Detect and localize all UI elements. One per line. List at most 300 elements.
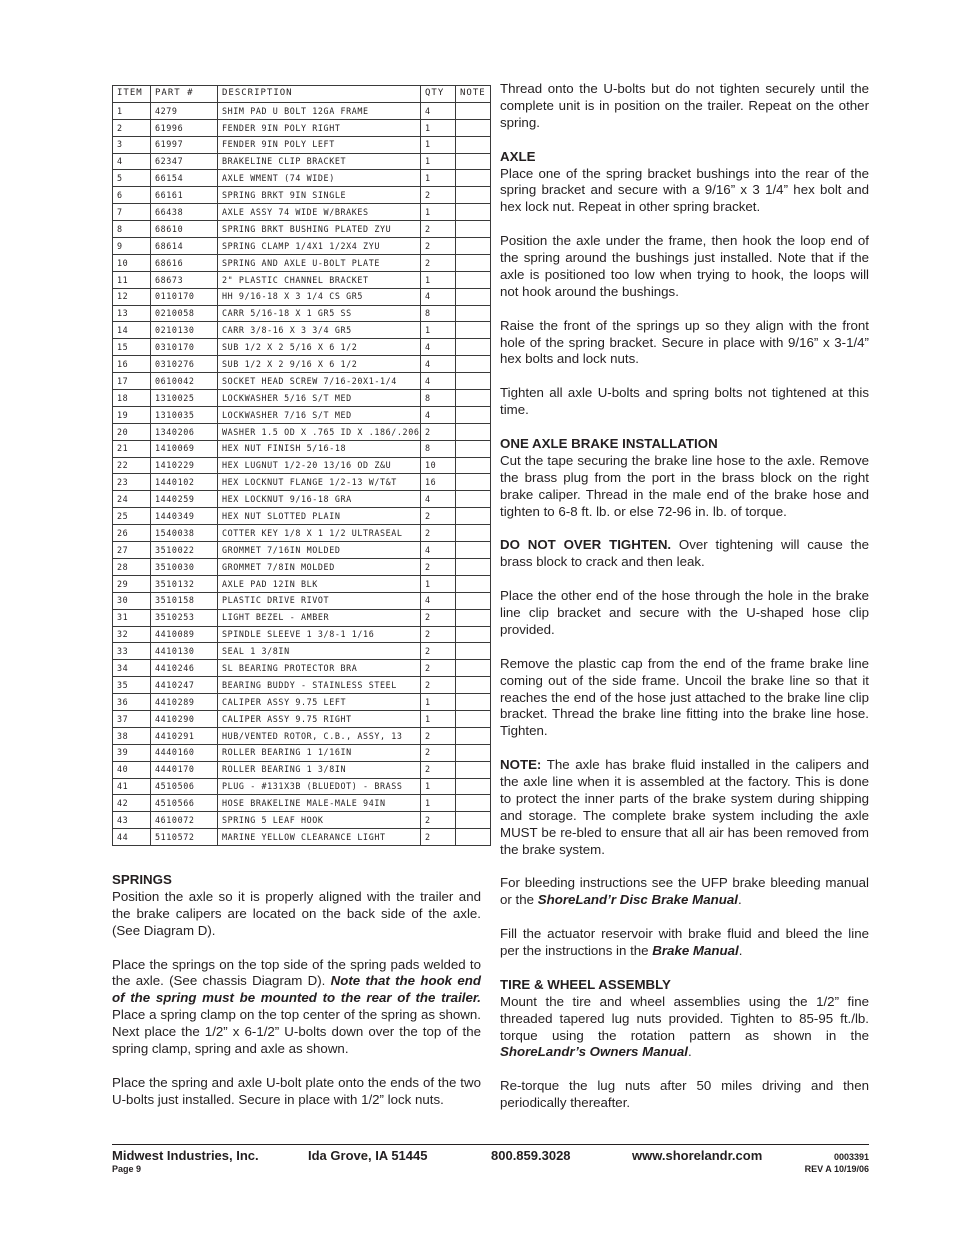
cell-part-number: 68616 xyxy=(151,254,218,271)
cell-description: LOCKWASHER 7/16 S/T MED xyxy=(218,406,421,423)
table-row xyxy=(113,558,491,575)
bleeding-paragraph xyxy=(500,875,869,909)
cell-qty: 2 xyxy=(421,812,456,829)
cell-note xyxy=(456,204,491,221)
cell-description: AXLE WMENT (74 WIDE) xyxy=(218,170,421,187)
cell-description: COTTER KEY 1/8 X 1 1/2 ULTRASEAL xyxy=(218,525,421,542)
cell-part-number: 4410291 xyxy=(151,727,218,744)
brake-paragraph-3: Place the other end of the hose through the hole in the brake line clip bracket and secure with the U-shaped hose clip provided. xyxy=(500,588,869,637)
springs-heading: SPRINGS xyxy=(112,872,172,887)
springs-paragraph-3: Place the spring and axle U-bolt plate onto the ends of the two U-bolts just installed. Secure in place with 1/2” lock nuts. xyxy=(112,1074,481,1107)
table-row xyxy=(113,187,491,204)
cell-qty: 4 xyxy=(421,592,456,609)
cell-part-number: 4410289 xyxy=(151,694,218,711)
cell-description: BRAKELINE CLIP BRACKET xyxy=(218,153,421,170)
cell-qty: 4 xyxy=(421,102,456,119)
cell-part-number: 66154 xyxy=(151,170,218,187)
cell-note xyxy=(456,609,491,626)
cell-part-number: 1410229 xyxy=(151,457,218,474)
brake-manual-ref: Brake Manual xyxy=(652,943,739,959)
ubolt-paragraph: Thread onto the U-bolts but do not tighten securely until the complete unit is in position on the trailer. Repeat on the other spring. xyxy=(500,81,869,130)
cell-qty: 1 xyxy=(421,119,456,136)
brake-p2-rest: Over tightening will cause the brass block to crack and then leak. xyxy=(500,537,869,570)
cell-qty: 1 xyxy=(421,170,456,187)
cell-item: 40 xyxy=(113,761,151,778)
parts-table xyxy=(112,85,491,846)
cell-note xyxy=(456,558,491,575)
table-row xyxy=(113,491,491,508)
cell-part-number: 62347 xyxy=(151,153,218,170)
table-row xyxy=(113,373,491,390)
cell-part-number: 0310276 xyxy=(151,356,218,373)
table-row xyxy=(113,238,491,255)
cell-item: 4 xyxy=(113,153,151,170)
cell-note xyxy=(456,474,491,491)
cell-note xyxy=(456,322,491,339)
header-description: DESCRIPTION xyxy=(218,86,421,103)
cell-description: SPRING BRKT 9IN SINGLE xyxy=(218,187,421,204)
cell-part-number: 3510253 xyxy=(151,609,218,626)
cell-qty: 2 xyxy=(421,238,456,255)
cell-qty: 2 xyxy=(421,761,456,778)
cell-part-number: 1410069 xyxy=(151,440,218,457)
table-row xyxy=(113,339,491,356)
header-part-number: PART # xyxy=(151,86,218,103)
footer-city: Ida Grove, IA 51445 xyxy=(308,1148,428,1163)
cell-note xyxy=(456,727,491,744)
table-row xyxy=(113,204,491,221)
cell-qty: 1 xyxy=(421,204,456,221)
cell-item: 7 xyxy=(113,204,151,221)
cell-part-number: 0610042 xyxy=(151,373,218,390)
table-row xyxy=(113,390,491,407)
cell-description: CALIPER ASSY 9.75 LEFT xyxy=(218,694,421,711)
cell-qty: 1 xyxy=(421,136,456,153)
parts-table-body xyxy=(113,102,491,845)
cell-qty: 8 xyxy=(421,390,456,407)
left-text-column xyxy=(112,872,481,1126)
owners-manual-ref: ShoreLandr’s Owners Manual xyxy=(500,1044,688,1060)
cell-part-number: 1440259 xyxy=(151,491,218,508)
cell-description: CARR 5/16-18 X 1 GR5 SS xyxy=(218,305,421,322)
right-text-column xyxy=(500,81,869,1129)
table-row xyxy=(113,322,491,339)
cell-qty: 1 xyxy=(421,322,456,339)
cell-part-number: 61997 xyxy=(151,136,218,153)
table-row xyxy=(113,153,491,170)
cell-description: HH 9/16-18 X 3 1/4 CS GR5 xyxy=(218,288,421,305)
cell-note xyxy=(456,254,491,271)
cell-note xyxy=(456,694,491,711)
table-row xyxy=(113,744,491,761)
brake-heading: ONE AXLE BRAKE INSTALLATION xyxy=(500,435,718,451)
cell-qty: 1 xyxy=(421,694,456,711)
cell-qty: 4 xyxy=(421,288,456,305)
brake-paragraph-2 xyxy=(500,537,869,571)
table-row xyxy=(113,288,491,305)
cell-part-number: 3510158 xyxy=(151,592,218,609)
table-row xyxy=(113,356,491,373)
cell-item: 28 xyxy=(113,558,151,575)
cell-part-number: 4410290 xyxy=(151,710,218,727)
cell-note xyxy=(456,592,491,609)
cell-qty: 1 xyxy=(421,710,456,727)
cell-qty: 16 xyxy=(421,474,456,491)
cell-item: 3 xyxy=(113,136,151,153)
cell-part-number: 3510132 xyxy=(151,575,218,592)
cell-qty: 4 xyxy=(421,356,456,373)
table-row xyxy=(113,102,491,119)
cell-qty: 2 xyxy=(421,525,456,542)
cell-qty: 10 xyxy=(421,457,456,474)
cell-qty: 1 xyxy=(421,575,456,592)
cell-item: 12 xyxy=(113,288,151,305)
cell-qty: 2 xyxy=(421,558,456,575)
cell-qty: 2 xyxy=(421,626,456,643)
cell-description: AXLE PAD 12IN BLK xyxy=(218,575,421,592)
cell-description: ROLLER BEARING 1 3/8IN xyxy=(218,761,421,778)
cell-description: AXLE ASSY 74 WIDE W/BRAKES xyxy=(218,204,421,221)
cell-part-number: 68614 xyxy=(151,238,218,255)
cell-description: SHIM PAD U BOLT 12GA FRAME xyxy=(218,102,421,119)
cell-part-number: 68610 xyxy=(151,221,218,238)
table-row xyxy=(113,710,491,727)
cell-description: SPRING CLAMP 1/4X1 1/2X4 ZYU xyxy=(218,238,421,255)
cell-item: 37 xyxy=(113,710,151,727)
table-row xyxy=(113,575,491,592)
cell-description: MARINE YELLOW CLEARANCE LIGHT xyxy=(218,829,421,846)
header-qty: QTY xyxy=(421,86,456,103)
cell-part-number: 68673 xyxy=(151,271,218,288)
fill-text-a: Fill the actuator reservoir with brake fluid and bleed the line per the instructions in the xyxy=(500,926,869,959)
cell-description: WASHER 1.5 OD X .765 ID X .186/.206 xyxy=(218,423,421,440)
cell-item: 26 xyxy=(113,525,151,542)
cell-note xyxy=(456,575,491,592)
cell-note xyxy=(456,508,491,525)
cell-part-number: 4410247 xyxy=(151,677,218,694)
cell-note xyxy=(456,390,491,407)
cell-item: 35 xyxy=(113,677,151,694)
cell-item: 21 xyxy=(113,440,151,457)
cell-item: 24 xyxy=(113,491,151,508)
springs-p2-text-a: Place the springs on the top side of the spring pads welded to the axle. (See chassis Diagram D). xyxy=(112,956,481,989)
cell-qty: 1 xyxy=(421,795,456,812)
table-row xyxy=(113,271,491,288)
cell-description: PLUG - #131X3B (BLUEDOT) - BRASS xyxy=(218,778,421,795)
cell-qty: 8 xyxy=(421,305,456,322)
cell-item: 20 xyxy=(113,423,151,440)
cell-part-number: 66161 xyxy=(151,187,218,204)
cell-part-number: 4410130 xyxy=(151,643,218,660)
cell-note xyxy=(456,643,491,660)
cell-note xyxy=(456,423,491,440)
cell-note xyxy=(456,525,491,542)
cell-part-number: 61996 xyxy=(151,119,218,136)
cell-qty: 1 xyxy=(421,778,456,795)
table-row xyxy=(113,761,491,778)
cell-note xyxy=(456,710,491,727)
tire-heading: TIRE & WHEEL ASSEMBLY xyxy=(500,976,671,992)
cell-note xyxy=(456,373,491,390)
cell-description: SEAL 1 3/8IN xyxy=(218,643,421,660)
cell-part-number: 1440102 xyxy=(151,474,218,491)
cell-qty: 2 xyxy=(421,254,456,271)
footer-revision: REV A 10/19/06 xyxy=(804,1164,869,1174)
cell-qty: 1 xyxy=(421,271,456,288)
header-item: ITEM xyxy=(113,86,151,103)
cell-qty: 1 xyxy=(421,153,456,170)
table-row xyxy=(113,795,491,812)
cell-note xyxy=(456,457,491,474)
cell-description: HOSE BRAKELINE MALE-MALE 94IN xyxy=(218,795,421,812)
table-row xyxy=(113,474,491,491)
cell-description: HEX NUT SLOTTED PLAIN xyxy=(218,508,421,525)
cell-description: SUB 1/2 X 2 5/16 X 6 1/2 xyxy=(218,339,421,356)
cell-description: GROMMET 7/8IN MOLDED xyxy=(218,558,421,575)
cell-part-number: 66438 xyxy=(151,204,218,221)
table-row xyxy=(113,221,491,238)
cell-item: 9 xyxy=(113,238,151,255)
cell-item: 8 xyxy=(113,221,151,238)
table-row xyxy=(113,592,491,609)
cell-qty: 4 xyxy=(421,339,456,356)
table-row xyxy=(113,457,491,474)
tire-paragraph xyxy=(500,994,869,1062)
cell-qty: 2 xyxy=(421,643,456,660)
cell-note xyxy=(456,136,491,153)
cell-item: 19 xyxy=(113,406,151,423)
cell-part-number: 5110572 xyxy=(151,829,218,846)
cell-item: 14 xyxy=(113,322,151,339)
cell-part-number: 1540038 xyxy=(151,525,218,542)
header-note: NOTE xyxy=(456,86,491,103)
cell-note xyxy=(456,542,491,559)
cell-part-number: 4510566 xyxy=(151,795,218,812)
cell-item: 16 xyxy=(113,356,151,373)
cell-description: CARR 3/8-16 X 3 3/4 GR5 xyxy=(218,322,421,339)
axle-paragraph-4: Tighten all axle U-bolts and spring bolts not tightened at this time. xyxy=(500,385,869,418)
cell-note xyxy=(456,778,491,795)
cell-part-number: 4610072 xyxy=(151,812,218,829)
cell-description: FENDER 9IN POLY LEFT xyxy=(218,136,421,153)
table-row xyxy=(113,609,491,626)
table-row xyxy=(113,170,491,187)
springs-paragraph-2 xyxy=(112,957,481,1058)
cell-description: SPRING BRKT BUSHING PLATED ZYU xyxy=(218,221,421,238)
cell-note xyxy=(456,761,491,778)
cell-part-number: 1440349 xyxy=(151,508,218,525)
cell-description: SL BEARING PROTECTOR BRA xyxy=(218,660,421,677)
cell-part-number: 0110170 xyxy=(151,288,218,305)
cell-note xyxy=(456,170,491,187)
footer-website: www.shorelandr.com xyxy=(632,1148,763,1163)
fill-text-c: . xyxy=(738,943,743,959)
cell-item: 33 xyxy=(113,643,151,660)
cell-item: 5 xyxy=(113,170,151,187)
cell-description: BEARING BUDDY - STAINLESS STEEL xyxy=(218,677,421,694)
cell-note xyxy=(456,339,491,356)
table-row xyxy=(113,406,491,423)
cell-qty: 4 xyxy=(421,491,456,508)
cell-description: ROLLER BEARING 1 1/16IN xyxy=(218,744,421,761)
cell-description: FENDER 9IN POLY RIGHT xyxy=(218,119,421,136)
cell-qty: 2 xyxy=(421,508,456,525)
cell-item: 30 xyxy=(113,592,151,609)
cell-note xyxy=(456,812,491,829)
cell-qty: 2 xyxy=(421,677,456,694)
tire-text-a: Mount the tire and wheel assemblies using the 1/2” fine threaded tapered lug nuts provided. Tighten to 85-95 ft./lb. torque using the rotation pattern as shown in the xyxy=(500,993,869,1043)
cell-qty: 2 xyxy=(421,221,456,238)
cell-item: 2 xyxy=(113,119,151,136)
table-row xyxy=(113,440,491,457)
cell-qty: 2 xyxy=(421,187,456,204)
cell-part-number: 4279 xyxy=(151,102,218,119)
cell-item: 11 xyxy=(113,271,151,288)
cell-description: HEX LOCKNUT 9/16-18 GRA xyxy=(218,491,421,508)
cell-qty: 4 xyxy=(421,373,456,390)
cell-note xyxy=(456,406,491,423)
table-row xyxy=(113,119,491,136)
cell-item: 43 xyxy=(113,812,151,829)
cell-note xyxy=(456,271,491,288)
brake-paragraph-4: Remove the plastic cap from the end of the frame brake line coming out of the side frame. Uncoil the brake line so that it reaches the end of the hose just attached to the brake line clip bracket. Thread the brake line fitting into the brake line hose. Tighten. xyxy=(500,655,869,739)
cell-note xyxy=(456,356,491,373)
note-text: The axle has brake fluid installed in the calipers and the axle line when it is assembled at the factory. This is done to protect the inner parts of the brake system during shipping and storage. The complete brake system including the axle MUST be re-bled to ensure that all air has been removed from the brake system. xyxy=(500,757,869,857)
table-row xyxy=(113,254,491,271)
cell-note xyxy=(456,153,491,170)
cell-item: 38 xyxy=(113,727,151,744)
cell-item: 36 xyxy=(113,694,151,711)
cell-item: 41 xyxy=(113,778,151,795)
cell-item: 25 xyxy=(113,508,151,525)
cell-item: 23 xyxy=(113,474,151,491)
cell-note xyxy=(456,119,491,136)
axle-heading: AXLE xyxy=(500,148,536,164)
cell-item: 10 xyxy=(113,254,151,271)
table-row xyxy=(113,525,491,542)
cell-part-number: 4510506 xyxy=(151,778,218,795)
cell-part-number: 4440170 xyxy=(151,761,218,778)
cell-item: 39 xyxy=(113,744,151,761)
cell-part-number: 3510030 xyxy=(151,558,218,575)
table-row xyxy=(113,508,491,525)
note-label: NOTE: xyxy=(500,757,542,773)
cell-note xyxy=(456,829,491,846)
cell-description: PLASTIC DRIVE RIVOT xyxy=(218,592,421,609)
cell-note xyxy=(456,744,491,761)
cell-part-number: 1310025 xyxy=(151,390,218,407)
footer-phone: 800.859.3028 xyxy=(491,1148,571,1163)
cell-note xyxy=(456,626,491,643)
cell-item: 22 xyxy=(113,457,151,474)
cell-description: HEX LUGNUT 1/2-20 13/16 OD Z&U xyxy=(218,457,421,474)
over-tighten-warning: DO NOT OVER TIGHTEN. xyxy=(500,537,672,553)
springs-paragraph-1: Position the axle so it is properly aligned with the trailer and the brake calipers are located on the back side of the axle. (See Diagram D). xyxy=(112,888,481,938)
cell-description: LIGHT BEZEL - AMBER xyxy=(218,609,421,626)
note-paragraph xyxy=(500,757,869,858)
cell-item: 32 xyxy=(113,626,151,643)
cell-part-number: 4410089 xyxy=(151,626,218,643)
cell-description: GROMMET 7/16IN MOLDED xyxy=(218,542,421,559)
cell-note xyxy=(456,238,491,255)
cell-item: 29 xyxy=(113,575,151,592)
cell-item: 15 xyxy=(113,339,151,356)
cell-part-number: 4410246 xyxy=(151,660,218,677)
cell-description: SPRING 5 LEAF HOOK xyxy=(218,812,421,829)
cell-note xyxy=(456,288,491,305)
footer-page-number: Page 9 xyxy=(112,1164,142,1174)
table-row xyxy=(113,423,491,440)
cell-note xyxy=(456,491,491,508)
table-row xyxy=(113,542,491,559)
cell-part-number: 4440160 xyxy=(151,744,218,761)
cell-qty: 4 xyxy=(421,542,456,559)
table-row xyxy=(113,829,491,846)
table-row xyxy=(113,677,491,694)
cell-description: SPRING AND AXLE U-BOLT PLATE xyxy=(218,254,421,271)
cell-item: 27 xyxy=(113,542,151,559)
cell-part-number: 1310035 xyxy=(151,406,218,423)
axle-paragraph-3: Raise the front of the springs up so they align with the front hole of the spring bracket. Secure in place with 9/16” x 3-1/4” hex bolts and lock nuts. xyxy=(500,317,869,367)
cell-item: 1 xyxy=(113,102,151,119)
cell-qty: 4 xyxy=(421,406,456,423)
cell-item: 31 xyxy=(113,609,151,626)
disc-brake-manual-ref: ShoreLand’r Disc Brake Manual xyxy=(537,892,738,908)
cell-item: 17 xyxy=(113,373,151,390)
table-row xyxy=(113,812,491,829)
cell-note xyxy=(456,660,491,677)
cell-description: 2" PLASTIC CHANNEL BRACKET xyxy=(218,271,421,288)
table-row xyxy=(113,643,491,660)
bleed-text-a: For bleeding instructions see the UFP brake bleeding manual or the xyxy=(500,875,869,908)
cell-note xyxy=(456,221,491,238)
brake-paragraph-1: Cut the tape securing the brake line hose to the axle. Remove the brass plug from the port in the brass block on the right brake caliper. Thread in the male end of the brake hose and tighten to 6-8 ft. lb. or else 72-96 in. lb. of torque. xyxy=(500,452,869,519)
cell-item: 13 xyxy=(113,305,151,322)
cell-description: HEX LOCKNUT FLANGE 1/2-13 W/T&T xyxy=(218,474,421,491)
footer-doc-number: 0003391 xyxy=(833,1152,869,1162)
cell-item: 34 xyxy=(113,660,151,677)
cell-note xyxy=(456,305,491,322)
cell-part-number: 0210058 xyxy=(151,305,218,322)
table-row xyxy=(113,136,491,153)
cell-part-number: 0310170 xyxy=(151,339,218,356)
cell-qty: 2 xyxy=(421,660,456,677)
cell-qty: 2 xyxy=(421,829,456,846)
cell-part-number: 1340206 xyxy=(151,423,218,440)
cell-description: CALIPER ASSY 9.75 RIGHT xyxy=(218,710,421,727)
cell-description: SOCKET HEAD SCREW 7/16-20X1-1/4 xyxy=(218,373,421,390)
cell-qty: 8 xyxy=(421,440,456,457)
cell-note xyxy=(456,102,491,119)
footer-divider xyxy=(112,1144,869,1145)
cell-note xyxy=(456,795,491,812)
cell-qty: 2 xyxy=(421,423,456,440)
cell-description: SUB 1/2 X 2 9/16 X 6 1/2 xyxy=(218,356,421,373)
table-row xyxy=(113,727,491,744)
bleed-text-c: . xyxy=(737,892,742,908)
cell-item: 42 xyxy=(113,795,151,812)
cell-item: 18 xyxy=(113,390,151,407)
cell-qty: 2 xyxy=(421,744,456,761)
cell-item: 6 xyxy=(113,187,151,204)
tire-text-c: . xyxy=(687,1044,692,1060)
cell-description: LOCKWASHER 5/16 S/T MED xyxy=(218,390,421,407)
cell-description: SPINDLE SLEEVE 1 3/8-1 1/16 xyxy=(218,626,421,643)
axle-paragraph-2: Position the axle under the frame, then hook the loop end of the spring around the bushings just installed. Note that if the axle is positioned too low when trying to hook, the loops will not hook around the bushings. xyxy=(500,233,869,299)
cell-note xyxy=(456,187,491,204)
springs-p2-text-c: Place a spring clamp on the top center of the spring as shown. Next place the 1/2” x 6-1/2” U-bolts down over the top of the spring clamp, spring and axle as shown. xyxy=(112,1007,481,1057)
fill-paragraph xyxy=(500,926,869,960)
